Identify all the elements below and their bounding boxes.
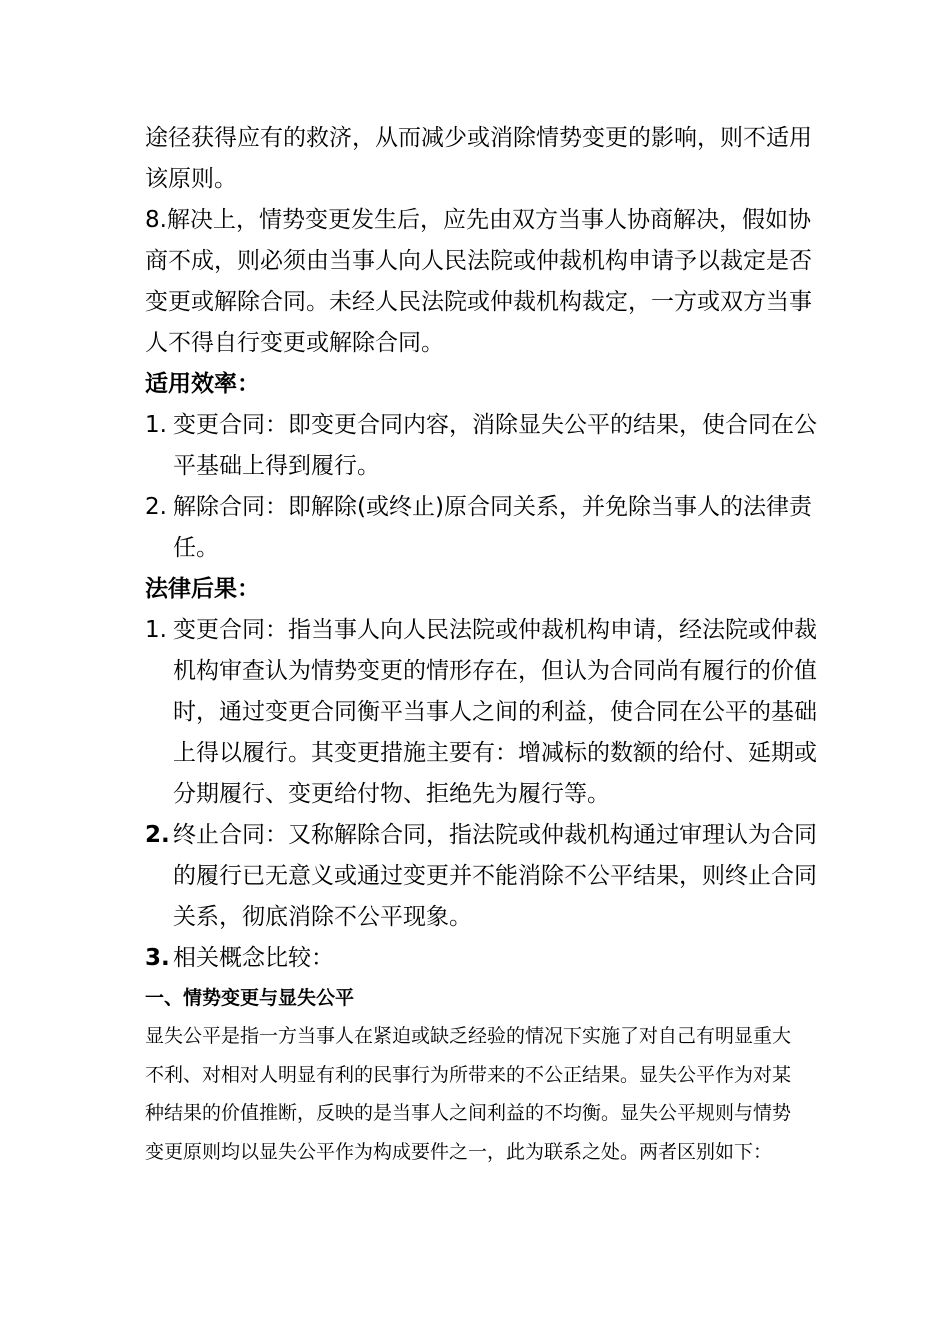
paragraph-continuation [145, 118, 810, 200]
text-line: 分期履行、变更给付物、拒绝先为履行等。 [173, 781, 610, 807]
list-marker: 1. [145, 412, 167, 438]
text-line: 变更或解除合同。未经人民法院或仲裁机构裁定，一方或双方当事 [145, 289, 812, 315]
list-marker: 2. [145, 494, 167, 520]
text-line: 变更合同：指当事人向人民法院或仲裁机构申请，经法院或仲裁 [173, 617, 817, 643]
document-page [145, 118, 817, 1171]
list-item-body [173, 487, 812, 569]
paragraph-item-8 [145, 200, 810, 364]
list-marker: 3. [145, 945, 170, 971]
comparison-paragraph [145, 1017, 810, 1171]
text-line: 相关概念比较： [173, 945, 334, 971]
text-line: 途径获得应有的救济，从而减少或消除情势变更的影响，则不适用 [145, 125, 812, 151]
text-line: 变更原则均以显失公平作为构成要件之一，此为联系之处。两者区别如下： [145, 1140, 773, 1163]
list-item-body [173, 938, 810, 979]
list-item-body [173, 815, 817, 938]
text-line: 不利、对相对人明显有利的民事行为所带来的不公正结果。显失公平作为对某 [145, 1063, 792, 1086]
list-item-body [173, 610, 817, 815]
list-item [145, 405, 817, 487]
text-line: 该原则。 [145, 166, 237, 192]
list-marker: 2. [145, 822, 170, 848]
text-line: 关系，彻底消除不公平现象。 [173, 904, 472, 930]
text-line: 种结果的价值推断，反映的是当事人之间利益的不均衡。显失公平规则与情势 [145, 1102, 792, 1124]
text-line: 变更合同：即变更合同内容，消除显失公平的结果，使合同在公 [173, 412, 817, 438]
section-heading-effect: 适用效率： [145, 371, 260, 397]
text-line: 显失公平是指一方当事人在紧迫或缺乏经验的情况下实施了对自己有明显重大 [145, 1025, 792, 1047]
text-line: 任。 [173, 535, 219, 561]
subsection-heading: 一、情势变更与显失公平 [145, 987, 355, 1009]
text-line: 的履行已无意义或通过变更并不能消除不公平结果，则终止合同 [173, 863, 817, 889]
list-item [145, 487, 810, 569]
text-line: 商不成，则必须由当事人向人民法院或仲裁机构申请予以裁定是否 [145, 248, 812, 274]
text-line: 8.解决上，情势变更发生后，应先由双方当事人协商解决，假如协 [145, 207, 811, 233]
text-line: 终止合同：又称解除合同，指法院或仲裁机构通过审理认为合同 [173, 822, 817, 848]
text-line: 人不得自行变更或解除合同。 [145, 330, 444, 356]
text-line: 时，通过变更合同衡平当事人之间的利益，使合同在公平的基础 [173, 699, 817, 725]
list-item [145, 938, 810, 979]
text-line: 机构审查认为情势变更的情形存在，但认为合同尚有履行的价值 [173, 658, 817, 684]
section-heading-consequence: 法律后果： [145, 576, 260, 602]
text-line: 解除合同：即解除(或终止)原合同关系，并免除当事人的法律责 [173, 494, 812, 520]
list-item-body [173, 405, 817, 487]
text-line: 上得以履行。其变更措施主要有：增减标的数额的给付、延期或 [173, 740, 817, 766]
list-marker: 1. [145, 617, 167, 643]
list-item [145, 610, 817, 815]
list-item [145, 815, 817, 938]
text-line: 平基础上得到履行。 [173, 453, 380, 479]
